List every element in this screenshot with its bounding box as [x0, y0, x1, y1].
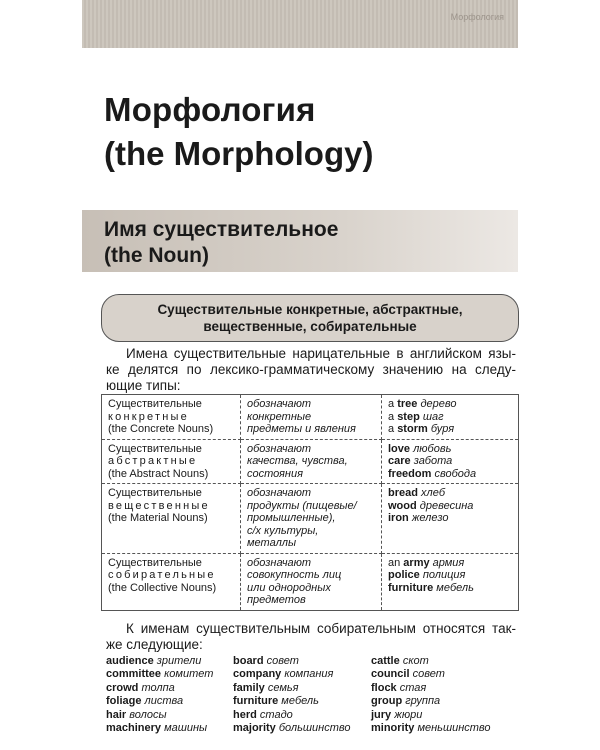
meaning-cell [241, 395, 382, 440]
noun-type-text: Существительные [108, 398, 202, 410]
example-item [388, 423, 514, 436]
list-item [233, 655, 351, 668]
noun-type-cell [102, 484, 241, 554]
list-word: majority [233, 722, 276, 735]
list-translation: семья [267, 681, 299, 694]
list-word: furniture [233, 695, 279, 708]
example-item [388, 443, 514, 456]
example-translation: дерево [420, 398, 457, 410]
intro-line-2: ке делятся по лексико-грамматическому значению на следу- [106, 362, 516, 377]
collective-intro-line-2: же следующие: [106, 637, 203, 652]
meaning-cell [241, 439, 382, 484]
intro-line-1: Имена существительные нарицательные в английском язы- [126, 346, 516, 361]
example-translation: буря [430, 423, 455, 435]
list-word: foliage [106, 695, 142, 708]
list-item [371, 655, 491, 668]
example-word: iron [388, 512, 409, 524]
list-word: cattle [371, 655, 400, 667]
example-translation: древесина [419, 499, 474, 512]
example-word: tree [397, 398, 418, 410]
collective-list-col-3 [371, 655, 491, 735]
list-word: jury [371, 708, 392, 721]
list-translation: меньшинство [417, 722, 491, 735]
list-item [233, 722, 351, 735]
example-word: furniture [388, 581, 434, 594]
list-translation: группа [405, 695, 441, 708]
example-word: freedom [388, 467, 432, 480]
list-translation: машины [164, 722, 208, 735]
noun-type-text: (the Collective Nouns) [108, 581, 217, 594]
list-translation: зрители [156, 655, 202, 667]
meaning-text: с/х культуры, [247, 524, 319, 537]
example-word: care [388, 455, 411, 467]
meaning-text: промышленные), [247, 512, 336, 524]
table-row [102, 553, 519, 610]
list-word: audience [106, 655, 154, 667]
noun-type-text: Существительные [108, 487, 202, 499]
examples-cell [382, 395, 519, 440]
meaning-text: обозначают [247, 556, 312, 569]
noun-type-text: собирательные [108, 569, 216, 581]
list-translation: совет [412, 668, 445, 681]
list-item [106, 655, 213, 668]
list-item [106, 668, 213, 681]
table-row [102, 395, 519, 440]
topic-box-line-2: вещественные, собирательные [203, 319, 417, 334]
list-item [106, 682, 213, 695]
example-translation: железо [411, 512, 449, 524]
noun-type-text: Существительные [108, 556, 202, 569]
meaning-text: конкретные [247, 410, 312, 423]
example-translation: армия [432, 556, 465, 569]
list-translation: жюри [394, 708, 423, 721]
example-word: army [403, 556, 430, 569]
list-item [371, 668, 491, 681]
list-translation: мебель [281, 695, 319, 708]
collective-intro-paragraph [106, 621, 516, 653]
section-subtitle: (the Noun) [104, 244, 209, 267]
list-translation: волосы [129, 708, 167, 721]
noun-type-text: (the Abstract Nouns) [108, 467, 209, 480]
example-item [388, 557, 514, 570]
noun-type-text: (the Concrete Nouns) [108, 423, 214, 435]
example-translation: мебель [436, 581, 474, 594]
intro-paragraph [106, 346, 516, 394]
list-translation: скот [402, 655, 429, 667]
list-word: group [371, 695, 403, 708]
noun-type-text: конкретные [108, 410, 189, 423]
example-item [388, 569, 514, 582]
example-word: police [388, 569, 420, 581]
example-article: a [388, 398, 398, 410]
noun-type-cell [102, 553, 241, 610]
example-article: a [388, 410, 398, 423]
example-word: wood [388, 499, 417, 512]
example-word: bread [388, 487, 418, 499]
noun-type-cell [102, 395, 241, 440]
noun-types-table [101, 394, 519, 611]
noun-type-cell [102, 439, 241, 484]
section-title: Имя существительное [104, 218, 339, 241]
list-item [233, 668, 351, 681]
chapter-subtitle: (the Morphology) [104, 135, 374, 172]
example-item [388, 487, 514, 500]
list-word: committee [106, 668, 162, 681]
header-band [82, 0, 518, 48]
meaning-text: металлы [247, 537, 297, 549]
list-translation: комитет [164, 668, 214, 681]
meaning-text: или однородных [247, 581, 331, 594]
topic-box-line-1: Существительные конкретные, абстрактные, [157, 302, 463, 317]
list-translation: стая [399, 681, 427, 694]
meaning-cell [241, 484, 382, 554]
list-word: family [233, 681, 265, 694]
noun-type-text: вещественные [108, 499, 210, 512]
examples-cell [382, 553, 519, 610]
example-translation: шаг [422, 410, 444, 423]
example-item [388, 468, 514, 481]
example-word: love [388, 442, 411, 455]
list-word: crowd [106, 681, 139, 694]
meaning-text: продукты (пищевые/ [247, 499, 357, 512]
meaning-text: обозначают [247, 442, 312, 455]
meaning-cell [241, 553, 382, 610]
example-word: storm [397, 423, 428, 435]
list-translation: толпа [141, 681, 175, 694]
noun-type-text: Существительные [108, 442, 202, 455]
noun-type-text: абстрактные [108, 455, 198, 467]
list-item [106, 709, 213, 722]
example-item [388, 411, 514, 424]
list-translation: компания [284, 668, 334, 681]
meaning-text: состояния [247, 467, 303, 480]
noun-type-text: (the Material Nouns) [108, 512, 208, 524]
list-item [371, 709, 491, 722]
meaning-text: предметов [247, 594, 306, 606]
example-item [388, 500, 514, 513]
list-item [233, 695, 351, 708]
example-translation: хлеб [421, 487, 446, 499]
examples-cell [382, 484, 519, 554]
list-word: herd [233, 708, 257, 721]
example-translation: любовь [413, 442, 452, 455]
table-row [102, 484, 519, 554]
list-word: hair [106, 708, 127, 721]
list-item [106, 695, 213, 708]
example-word: step [397, 410, 420, 423]
example-translation: свобода [434, 467, 477, 480]
example-article: an [388, 556, 404, 569]
collective-intro-line-1: К именам существительным собирательным относятся так- [126, 621, 516, 636]
example-item [388, 512, 514, 525]
examples-cell [382, 439, 519, 484]
intro-line-3: ющие типы: [106, 378, 181, 393]
list-item [371, 695, 491, 708]
meaning-text: обозначают [247, 398, 312, 410]
meaning-text: совокупность лиц [247, 569, 342, 581]
meaning-text: качества, чувства, [247, 455, 348, 467]
topic-box [101, 294, 519, 342]
list-word: board [233, 655, 264, 667]
list-translation: совет [266, 655, 299, 667]
list-item [371, 682, 491, 695]
list-word: council [371, 668, 410, 681]
list-item [106, 722, 213, 735]
list-word: machinery [106, 722, 162, 735]
list-item [233, 709, 351, 722]
meaning-text: обозначают [247, 487, 312, 499]
list-word: minority [371, 722, 415, 735]
list-word: company [233, 668, 282, 681]
example-translation: полиция [422, 569, 466, 581]
list-translation: большинство [278, 722, 351, 735]
list-item [233, 682, 351, 695]
list-translation: листва [144, 695, 184, 708]
table-row [102, 439, 519, 484]
chapter-title: Морфология [104, 91, 316, 128]
example-translation: забота [413, 455, 453, 467]
example-item [388, 582, 514, 595]
list-word: flock [371, 681, 397, 694]
example-article: a [388, 423, 398, 435]
header-band-mark: Морфология [450, 12, 504, 22]
list-item [371, 722, 491, 735]
collective-list-col-2 [233, 655, 351, 735]
meaning-text: предметы и явления [247, 423, 356, 435]
list-translation: стадо [259, 708, 293, 721]
example-item [388, 455, 514, 468]
example-item [388, 398, 514, 411]
collective-list-col-1 [106, 655, 213, 735]
